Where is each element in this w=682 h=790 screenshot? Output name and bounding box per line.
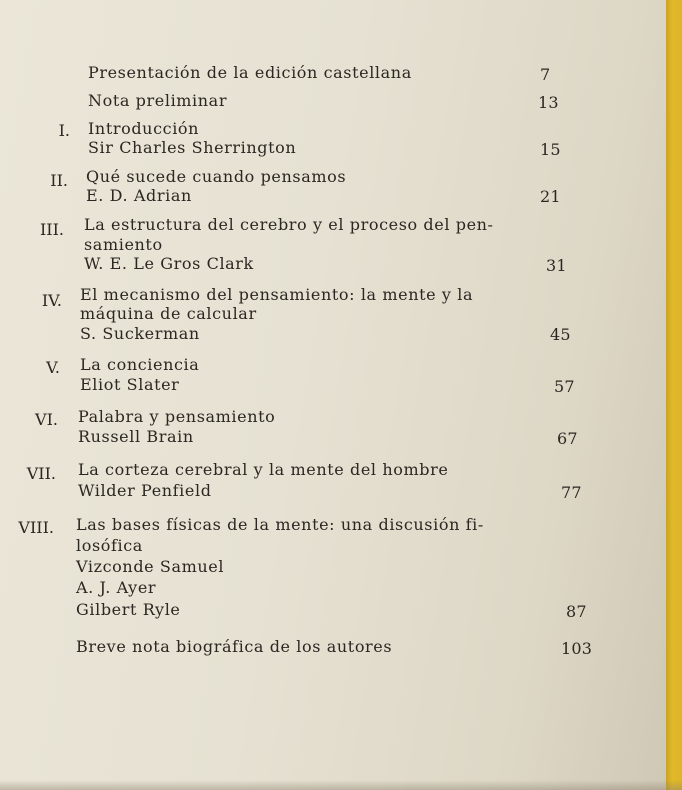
toc-page-number: 13 [538,93,559,112]
chapter-numeral: IV. [41,291,62,310]
chapter-title: La conciencia [80,355,200,374]
toc-page-number: 21 [540,187,561,206]
toc-page-number: 77 [561,483,582,502]
toc-entry-title: Presentación de la edición castellana [88,63,412,82]
chapter-title: La estructura del cerebro y el proceso del pen- [84,215,494,234]
chapter-author: Wilder Penfield [78,481,212,500]
chapter-numeral: III. [39,220,64,239]
toc-entry-title: Nota preliminar [88,91,228,110]
chapter-title: La corteza cerebral y la mente del hombre [78,460,449,479]
toc-page-number: 67 [557,429,578,448]
toc-page-number: 15 [540,140,561,159]
toc-page-number: 31 [546,256,567,275]
chapter-title: Palabra y pensamiento [78,407,276,426]
chapter-title-continued: losófica [76,536,143,555]
toc-page-number: 87 [566,602,587,621]
toc-page-number: 103 [561,639,593,658]
chapter-numeral: VI. [35,410,58,429]
chapter-title: Introducción [88,119,200,138]
chapter-numeral: II. [50,171,68,190]
chapter-title: Las bases físicas de la mente: una discusión fi- [76,515,484,534]
book-cover-edge [666,0,682,790]
chapter-author: Russell Brain [78,427,194,446]
page-bottom-shadow [0,780,682,790]
toc-page-number: 57 [554,377,575,396]
chapter-author: S. Suckerman [80,324,200,343]
chapter-author: A. J. Ayer [76,578,157,597]
chapter-numeral: VII. [26,464,56,483]
chapter-numeral: VIII. [18,518,54,537]
chapter-author: Sir Charles Sherrington [88,138,297,157]
toc-page-number: 7 [540,65,551,84]
chapter-author: W. E. Le Gros Clark [84,254,254,273]
chapter-numeral: I. [58,121,70,140]
chapter-numeral: V. [46,358,60,377]
chapter-title: Qué sucede cuando pensamos [86,167,347,186]
chapter-title-continued: samiento [84,235,163,254]
toc-entry-title: Breve nota biográfica de los autores [76,637,393,656]
toc-page-number: 45 [550,325,571,344]
chapter-title-continued: máquina de calcular [80,304,257,323]
chapter-author: Gilbert Ryle [76,600,181,619]
chapter-title: El mecanismo del pensamiento: la mente y la [80,285,474,304]
chapter-author: Vizconde Samuel [76,557,225,576]
chapter-author: Eliot Slater [80,375,180,394]
chapter-author: E. D. Adrian [86,186,192,205]
